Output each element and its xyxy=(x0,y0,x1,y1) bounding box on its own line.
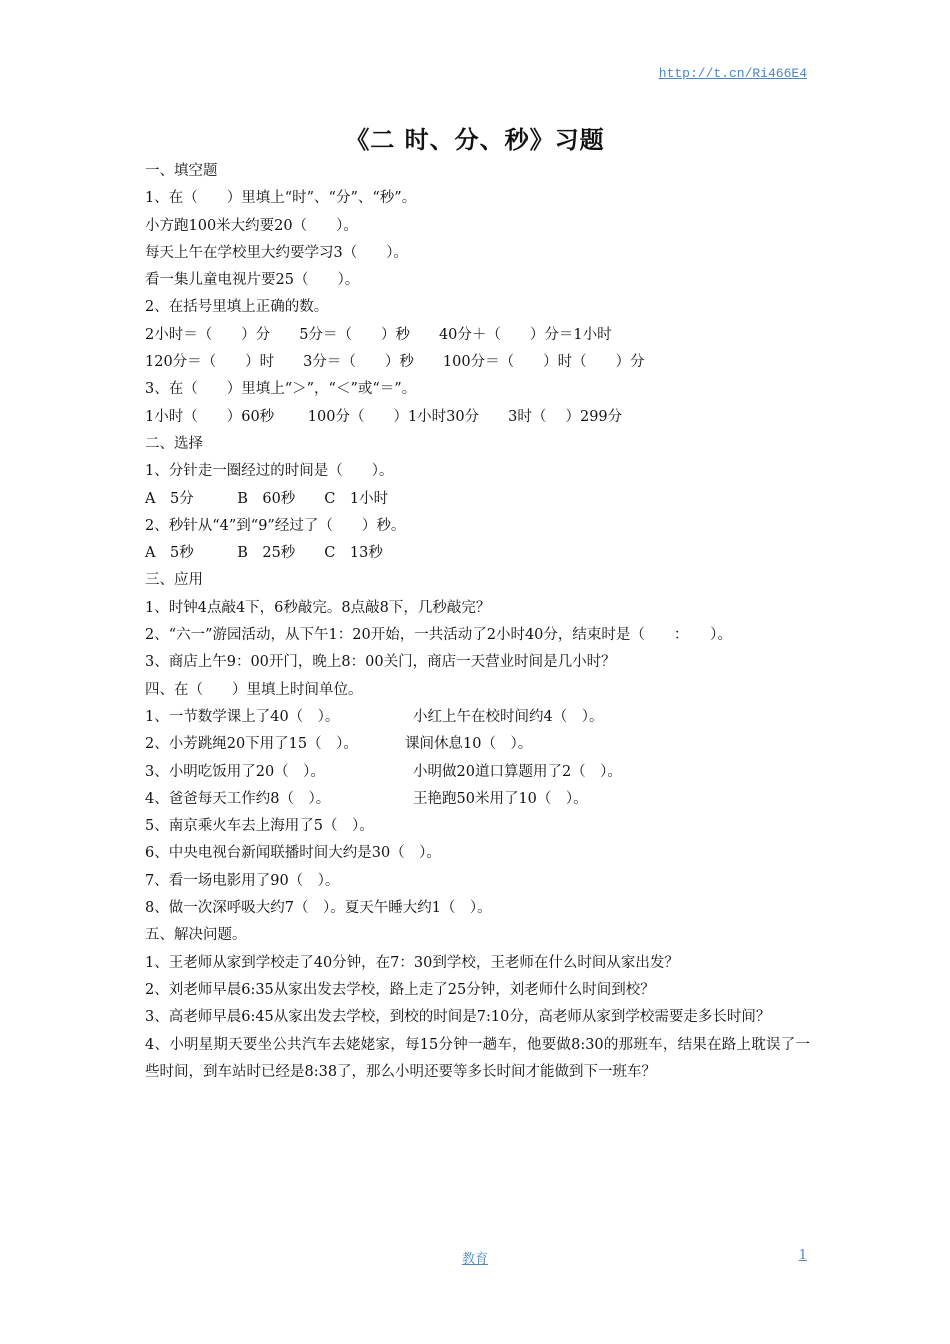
question-text: 5、南京乘火车去上海用了5（ ）。 xyxy=(145,818,374,835)
word-problem: 3、高老师早晨6:45从家出发去学校，到校的时间是7:10分，高老师从家到学校需要走多长时间？ xyxy=(145,1009,771,1026)
unit-row-right: 课间休息10（ ）。 xyxy=(405,736,533,753)
unit-row-left: 4、爸爸每天工作约8（ ）。 xyxy=(145,790,331,807)
unit-row xyxy=(145,704,810,731)
section-heading-choice: 二、选择 xyxy=(145,435,203,452)
question-text: 2、刘老师早晨6:35从家出发去学校，路上走了25分钟，刘老师什么时间到校？ xyxy=(145,981,655,998)
footer-link[interactable]: 教育 xyxy=(461,1252,488,1267)
section-heading-application: 三、应用 xyxy=(145,572,203,589)
word-problem: 4、小明星期天要坐公共汽车去姥姥家，每15分钟一趟车，他要做8:30的那班车，结果在路上耽误了一些时间，到车站时已经是8:38了，那么小明还要等多长时间才能做到下一班车？ xyxy=(145,1036,810,1080)
answer-options: A 5秒 B 25秒 C 13秒 xyxy=(145,545,383,562)
question-text: 看一集儿童电视片要25（ ）。 xyxy=(145,272,360,289)
unit-row-right: 小红上午在校时间约4（ ）。 xyxy=(413,708,604,725)
question-text: 2、秒针从“4”到“9”经过了（ ）秒。 xyxy=(145,517,406,534)
question-text: 1、在（ ）里填上“时”、“分”、“秒”。 xyxy=(145,190,417,207)
question-text: 1、王老师从家到学校走了40分钟，在7：30到学校，王老师在什么时间从家出发？ xyxy=(145,954,679,971)
unit-row-right: 王艳跑50米用了10（ ）。 xyxy=(413,790,588,807)
unit-row xyxy=(145,731,810,758)
question-text: 3、在（ ）里填上“＞”，“＜”或“＝”。 xyxy=(145,381,417,398)
section-heading-problems: 五、解决问题。 xyxy=(145,927,247,944)
unit-row-left: 3、小明吃饭用了20（ ）。 xyxy=(145,763,325,780)
question-text: 2、“六一”游园活动，从下午1：20开始，一共活动了2小时40分，结束时是（ ： ）。 xyxy=(145,627,732,644)
question-text: 小方跑100米大约要20（ ）。 xyxy=(145,217,358,234)
unit-row xyxy=(145,759,810,786)
question-text: 8、做一次深呼吸大约7（ ）。夏天午睡大约1（ ）。 xyxy=(145,900,492,917)
question-text: 1、分针走一圈经过的时间是（ ）。 xyxy=(145,463,394,480)
question-text: 3、商店上午9：00开门，晚上8：00关门，商店一天营业时间是几小时？ xyxy=(145,654,616,671)
question-text: 每天上午在学校里大约要学习3（ ）。 xyxy=(145,244,408,261)
unit-row xyxy=(145,786,810,813)
question-text: 7、看一场电影用了90（ ）。 xyxy=(145,872,340,889)
section-heading-units: 四、在（ ）里填上时间单位。 xyxy=(145,681,363,698)
unit-row-right: 小明做20道口算题用了2（ ）。 xyxy=(413,763,622,780)
unit-row-left: 2、小芳跳绳20下用了15（ ）。 xyxy=(145,736,358,753)
page-title: 《二 时、分、秒》习题 xyxy=(345,126,605,154)
unit-row-left: 1、一节数学课上了40（ ）。 xyxy=(145,708,340,725)
worksheet-body xyxy=(145,158,810,1086)
question-text: 1、时钟4点敲4下，6秒敲完。8点敲8下，几秒敲完？ xyxy=(145,599,491,616)
section-heading-fill-blank: 一、填空题 xyxy=(145,163,218,179)
question-text: 6、中央电视台新闻联播时间大约是30（ ）。 xyxy=(145,845,441,862)
answer-options: A 5分 B 60秒 C 1小时 xyxy=(145,490,389,507)
question-text: 120分＝（ ）时 3分＝（ ）秒 100分＝（ ）时（ ）分 xyxy=(145,354,645,371)
header-link[interactable]: http://t.cn/Ri466E4 xyxy=(658,66,807,81)
page-number: 1 xyxy=(798,1248,807,1263)
question-text: 1小时（ ）60秒 100分（ ）1小时30分 3时（ ）299分 xyxy=(145,408,623,425)
question-text: 2、在括号里填上正确的数。 xyxy=(145,299,329,316)
question-text: 2小时＝（ ）分 5分＝（ ）秒 40分＋（ ）分＝1小时 xyxy=(145,326,612,343)
